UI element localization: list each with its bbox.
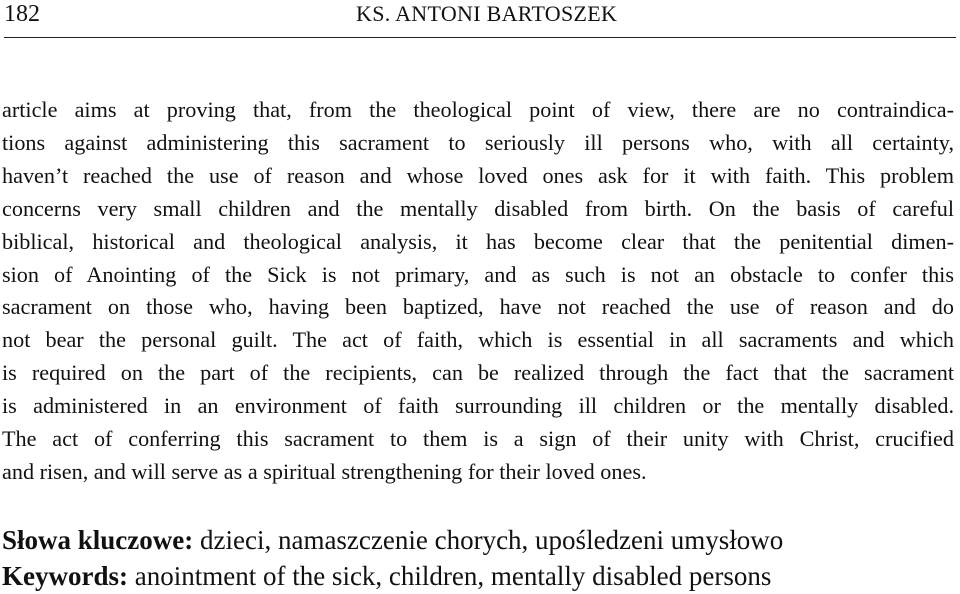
- running-title: KS. ANTONI BARTOSZEK: [356, 1, 618, 26]
- abstract-line: and risen, and will serve as a spiritual strengthening for their loved ones.: [2, 458, 647, 484]
- keywords-block: [2, 522, 954, 594]
- abstract-text: [2, 94, 954, 489]
- polish-keywords-terms: dzieci, namaszczenie chorych, upośledzeni umysłowo: [193, 525, 784, 555]
- english-keywords-label: Keywords:: [2, 561, 128, 591]
- abstract-line: haven’t reached the use of reason and whose loved ones ask for it with faith. This problem: [2, 162, 954, 188]
- polish-keywords: [2, 522, 954, 558]
- abstract-line: tions against administering this sacrament to seriously ill persons who, with all certainty,: [2, 129, 954, 155]
- page-number: 182: [4, 1, 40, 27]
- abstract-line: biblical, historical and theological analysis, it has become clear that the penitential dimen-: [2, 228, 954, 254]
- polish-keywords-label: Słowa kluczowe:: [2, 525, 194, 555]
- english-keywords-terms: anointment of the sick, children, mentally disabled persons: [127, 561, 772, 591]
- running-head: [4, 0, 956, 38]
- abstract-line: article aims at proving that, from the theological point of view, there are no contraindica-: [2, 97, 954, 122]
- english-keywords: [2, 558, 954, 594]
- abstract-line: is administered in an environment of faith surrounding ill children or the mentally disabled.: [2, 393, 954, 419]
- abstract-line: concerns very small children and the mentally disabled from birth. On the basis of careful: [2, 195, 954, 221]
- abstract-line: The act of conferring this sacrament to them is a sign of their unity with Christ, crucified: [2, 426, 954, 452]
- abstract-line: is required on the part of the recipients, can be realized through the fact that the sacrament: [2, 360, 954, 386]
- abstract-line: sacrament on those who, having been baptized, have not reached the use of reason and do: [2, 294, 954, 320]
- abstract-line: sion of Anointing of the Sick is not primary, and as such is not an obstacle to confer this: [2, 261, 954, 287]
- header-rule: [4, 37, 956, 38]
- abstract-line: not bear the personal guilt. The act of faith, which is essential in all sacraments and which: [2, 327, 954, 353]
